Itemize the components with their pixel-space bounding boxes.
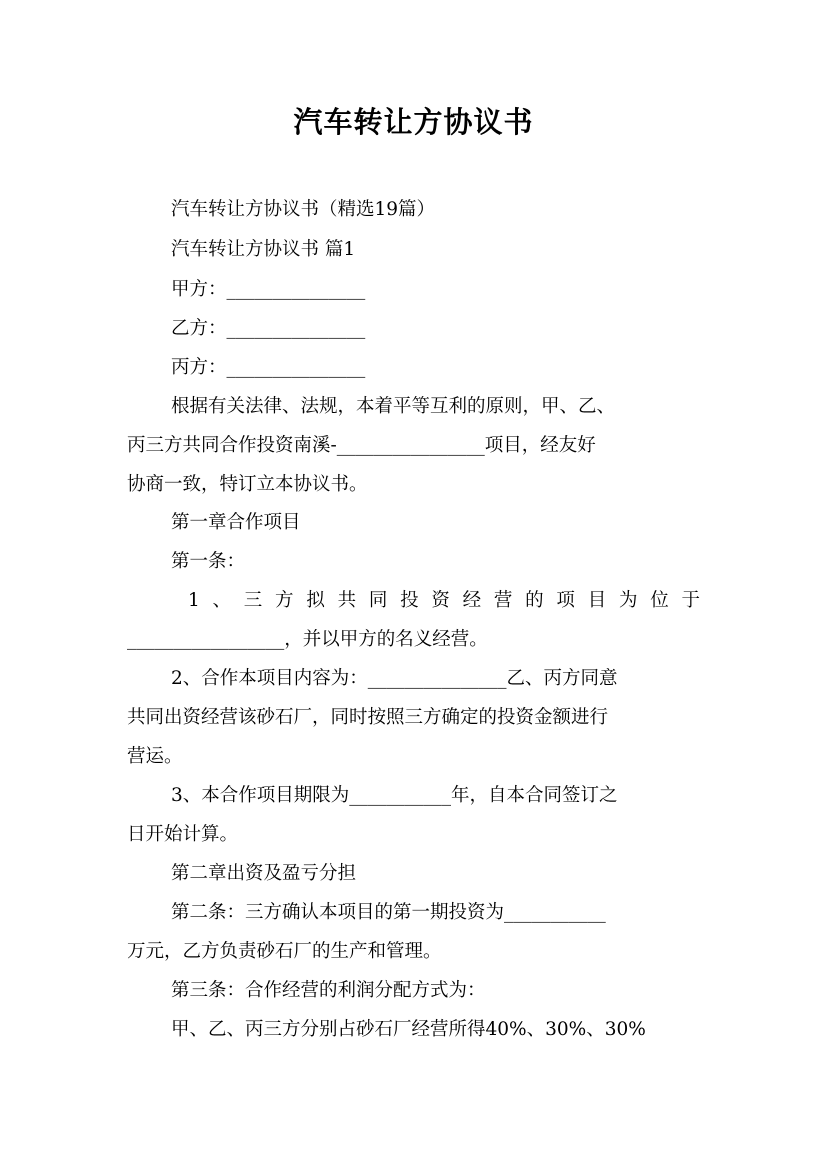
party-c-line: 丙方：_______________ [171,357,366,378]
paragraph-line: 丙三方共同合作投资南溪-________________项目，经友好 [127,435,596,456]
paragraph-line: 1、三方拟共同投资经营的项目为位于 [188,590,700,611]
paragraph-line: 日开始计算。 [127,824,239,845]
subtitle-line: 汽车转让方协议书（精选19篇） [171,199,436,220]
paragraph-line: 根据有关法律、法规，本着平等互利的原则，甲、乙、 [171,396,616,417]
article-heading: 第一条： [171,551,246,572]
paragraph-line: 2、合作本项目内容为：_______________乙、丙方同意 [171,668,618,689]
document-title: 汽车转让方协议书 [293,105,534,139]
paragraph-line: 第三条：合作经营的利润分配方式为： [171,980,486,1001]
paragraph-line: 第二条：三方确认本项目的第一期投资为___________ [171,902,606,923]
paragraph-line: _________________，并以甲方的名义经营。 [127,629,488,650]
paragraph-line: 共同出资经营该砂石厂，同时按照三方确定的投资金额进行 [127,707,609,728]
paragraph-line: 3、本合作项目期限为___________年，自本合同签订之 [171,785,618,806]
chapter-heading: 第一章合作项目 [171,512,301,533]
paragraph-line: 甲、乙、丙三方分别占砂石厂经营所得40%、30%、30% [171,1019,646,1040]
party-b-line: 乙方：_______________ [171,318,366,339]
chapter-heading: 第二章出资及盈亏分担 [171,863,357,884]
paragraph-line: 协商一致，特订立本协议书。 [127,474,368,495]
paragraph-line: 万元，乙方负责砂石厂的生产和管理。 [127,941,442,962]
party-a-line: 甲方：_______________ [171,279,366,300]
paragraph-line: 营运。 [127,746,183,767]
section-heading-line: 汽车转让方协议书 篇1 [171,239,356,260]
